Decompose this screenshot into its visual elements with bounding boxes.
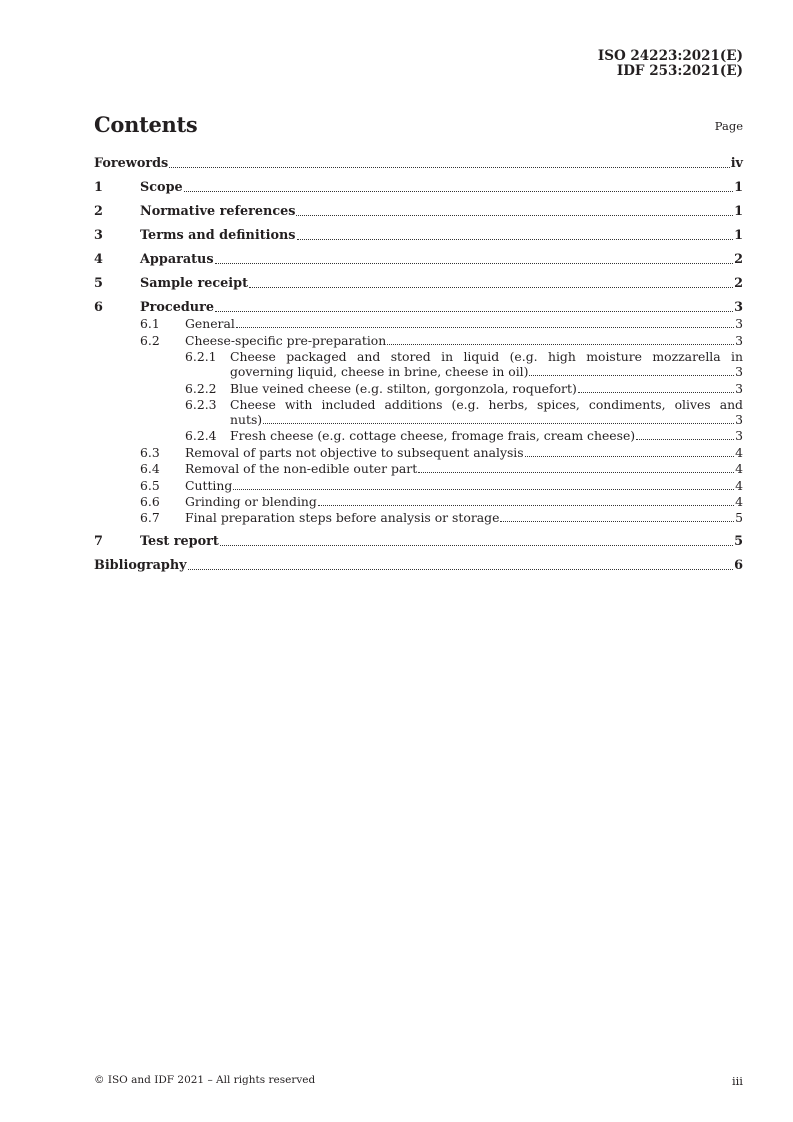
leader-dots [263,423,734,424]
table-of-contents [94,156,743,573]
toc-page: 3 [734,300,743,315]
toc-title: Cutting [185,477,233,493]
toc-entry-cheese-with-additions[interactable] [94,397,743,427]
toc-page: 3 [735,428,743,444]
leader-dots [500,521,734,522]
toc-entry-scope[interactable] [94,180,743,195]
toc-entry-sample-receipt[interactable] [94,276,743,291]
leader-dots [233,489,734,490]
toc-entry-removal-of-outer-part[interactable] [94,461,743,476]
toc-title: Apparatus [140,252,214,267]
page-number: iii [731,1074,743,1088]
toc-entry-terms-and-definitions[interactable] [94,228,743,243]
toc-page: 3 [735,380,743,396]
leader-dots [184,191,733,192]
leader-dots [169,167,729,168]
page-footer [94,1074,743,1088]
toc-page: 5 [734,534,743,550]
leader-dots [188,569,734,570]
toc-number: 6.2 [140,332,160,348]
toc-title: Removal of the non-edible outer part [185,461,418,477]
toc-title: Procedure [140,300,214,315]
toc-number: 6.1 [140,316,160,332]
toc-title: Bibliography [94,558,187,574]
toc-entry-cheese-packaged-in-liquid[interactable] [94,349,743,379]
toc-page: 2 [734,276,743,291]
copyright-notice: © ISO and IDF 2021 – All rights reserved [94,1074,316,1086]
standard-header [598,49,743,79]
toc-title-line2: governing liquid, cheese in brine, cheese in oil) [230,364,529,380]
toc-page: 3 [735,411,743,427]
toc-page: 3 [735,316,743,332]
toc-entry-procedure[interactable] [94,300,743,315]
toc-page: 1 [734,180,743,195]
leader-dots [215,311,733,312]
toc-page: iv [730,156,743,171]
toc-number: 6.4 [140,461,160,477]
toc-entry-bibliography[interactable] [94,558,743,573]
toc-title-line1: Cheese with included additions (e.g. herbs, spices, condiments, olives and [230,396,743,412]
leader-dots [418,472,734,473]
leader-dots [215,263,734,264]
leader-dots [636,439,734,440]
toc-page: 3 [735,364,743,380]
leader-dots [318,505,734,506]
toc-entry-grinding-or-blending[interactable] [94,494,743,509]
toc-entry-removal-of-parts[interactable] [94,445,743,460]
page-title: Contents [94,112,198,137]
toc-title: Cheese-specific pre-preparation [185,332,387,348]
idf-number: IDF 253:2021(E) [616,63,743,79]
toc-title-line1: Cheese packaged and stored in liquid (e.g. high moisture mozzarella in [230,349,743,365]
toc-number: 6.2.4 [185,428,217,444]
toc-title: Grinding or blending [185,493,317,509]
toc-page: 4 [735,477,743,493]
toc-title: Fresh cheese (e.g. cottage cheese, fromage frais, cream cheese) [230,428,636,444]
toc-page: 4 [735,461,743,477]
toc-number: 1 [94,180,103,195]
toc-number: 6.7 [140,510,160,526]
toc-title: Removal of parts not objective to subsequent analysis [185,444,524,460]
leader-dots [236,327,734,328]
toc-entry-fresh-cheese[interactable] [94,428,743,443]
toc-number: 6.3 [140,444,160,460]
toc-title: Sample receipt [140,276,249,291]
leader-dots [220,545,733,546]
toc-page: 2 [734,252,743,267]
toc-entry-final-preparation-steps[interactable] [94,510,743,525]
leader-dots [525,456,734,457]
leader-dots [387,344,734,345]
leader-dots [249,287,733,288]
toc-title: Scope [140,180,183,195]
toc-entry-cheese-specific-pre-preparation[interactable] [94,333,743,348]
leader-dots [578,392,734,393]
toc-title: Blue veined cheese (e.g. stilton, gorgonzola, roquefort) [230,380,577,396]
toc-title: General [185,316,235,332]
toc-number: 6.2.3 [185,396,217,412]
toc-number: 4 [94,252,103,267]
toc-entry-general[interactable] [94,316,743,331]
toc-page: 4 [735,444,743,460]
toc-number: 2 [94,204,103,219]
toc-number: 6.2.1 [185,349,217,365]
toc-number: 5 [94,276,103,291]
toc-entry-apparatus[interactable] [94,252,743,267]
leader-dots [529,375,734,376]
toc-number: 6.2.2 [185,380,217,396]
toc-number: 6.6 [140,493,160,509]
toc-title: Forewords [94,156,169,171]
leader-dots [297,239,734,240]
toc-title-line2: nuts) [230,411,263,427]
toc-page: 5 [735,510,743,526]
toc-page: 4 [735,493,743,509]
toc-number: 6 [94,300,103,315]
toc-number: 6.5 [140,477,160,493]
toc-page: 1 [734,228,743,243]
page-column-label: Page [714,119,743,133]
toc-page: 3 [735,332,743,348]
toc-entry-normative-references[interactable] [94,204,743,219]
toc-page: 1 [734,204,743,219]
toc-page: 6 [734,558,743,574]
leader-dots [296,215,733,216]
toc-title: Final preparation steps before analysis or storage [185,510,500,526]
toc-number: 3 [94,228,103,243]
toc-number: 7 [94,534,103,550]
iso-number: ISO 24223:2021(E) [597,48,743,64]
toc-entry-forewords[interactable] [94,156,743,171]
toc-title: Terms and definitions [140,228,296,243]
toc-title: Test report [140,534,219,550]
toc-entry-blue-veined-cheese[interactable] [94,381,743,396]
toc-title: Normative references [140,204,296,219]
toc-entry-test-report[interactable] [94,534,743,549]
toc-entry-cutting[interactable] [94,478,743,493]
